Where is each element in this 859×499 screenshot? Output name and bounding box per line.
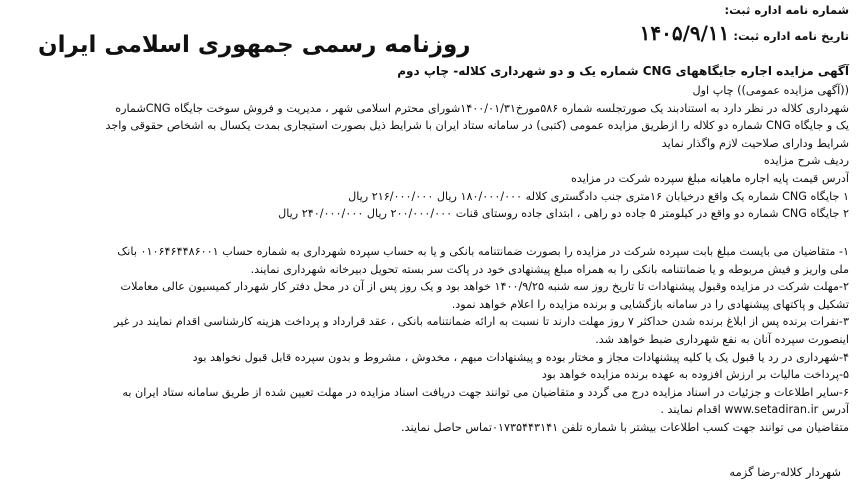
signature: شهردار کلاله-رضا گزمه: [729, 465, 841, 479]
intro-line: ردیف شرح مزایده: [763, 154, 849, 168]
terms-line: ۱- متقاضیان می بایست مبلغ بابت سپرده شرکت در مزایده را بصورت ضمانتنامه بانکی و یا به حساب سپرده شهرداری به شماره حساب ۰۱۰۶۴۶۴۴۸۶۰۰۱ بانک: [117, 245, 849, 258]
notice-terms: [10, 243, 849, 437]
intro-line: یک و جایگاه CNG شماره دو کلاله را ازطریق مزایده عمومی (کتبی) در سامانه ستاد ایران با شرایط ذیل بصورت استیجاری بمدت یکسال به اشخاص حقوقی واجد: [105, 119, 849, 133]
registration-date-label: تاریخ نامه اداره ثبت:: [733, 29, 849, 43]
terms-line: ۶-سایر اطلاعات و جزئیات در اسناد مزایده درج می گردد و متقاضیان می توانند جهت دریافت اسناد مزایده در مهلت تعیین شده از طریق سامانه ستاد ایران به: [122, 385, 849, 399]
terms-line: تشکیل و پاکتهای پیشنهادی را در سامانه بازگشایی و برنده مزایده را اعلام خواهد نمود.: [451, 297, 849, 311]
terms-line: اینصورت سپرده آنان به نفع شهرداری ضبط خواهد شد.: [595, 332, 849, 346]
intro-line: شهرداری کلاله در نظر دارد به استنادبند یک صورتجلسه شماره ۵۸۶مورخ۱۴۰۰/۰۱/۳۱شورای محترم اسلامی شهر ، مدیریت و فروش سوخت جایگاه CNGشماره: [115, 101, 849, 115]
registration-date-row: [640, 21, 849, 45]
terms-line: ۵-پرداخت مالیات بر ارزش افزوده به عهده برنده مزایده خواهد بود: [541, 368, 849, 382]
notice-intro: [10, 82, 849, 223]
gazette-title: روزنامه رسمی جمهوری اسلامی ایران: [38, 32, 471, 58]
terms-line: متقاضیان می توانند جهت کسب اطلاعات بیشتر با شماره تلفن ۰۱۷۳۵۴۴۳۱۴۱تماس حاصل نمایند.: [401, 420, 849, 434]
notice-heading: آگهی مزایده اجاره جایگاههای CNG شماره یک و دو شهرداری کلاله- چاپ دوم: [397, 64, 849, 78]
intro-line: ۲ جایگاه CNG شماره دو واقع در کیلومتر ۵ جاده دو راهی ، ابتدای جاده روستای قنات ۲۰۰/۰۰۰/۰۰۰ ریال ۲۴۰/۰۰۰/۰۰۰ ریال: [278, 207, 849, 221]
terms-line: ۴-شهرداری در رد یا قبول یک یا کلیه پیشنهادات مجاز و مختار بوده و پیشنهادات مبهم ، مخدوش ، مشروط و بدون سپرده قابل قبول نخواهد بود: [192, 350, 849, 364]
intro-line: شرایط ودارای صلاحیت لازم واگذار نماید: [661, 136, 849, 150]
registration-date-value: ۱۴۰۵/۹/۱۱: [639, 21, 730, 45]
intro-line: آدرس قیمت پایه اجاره ماهیانه مبلغ سپرده شرکت در مزایده: [570, 171, 849, 185]
terms-line: آدرس www.setadiran.ir اقدام نمایند .: [660, 403, 849, 417]
intro-line: ۱ جایگاه CNG شماره یک واقع درخیابان ۱۶متری جنب دادگستری کلاله ۱۸۰/۰۰۰/۰۰۰ ریال ۲۱۶/۰۰۰/۰۰۰ ریال: [348, 189, 849, 203]
terms-line: ۳-نفرات برنده پس از ابلاغ برنده شدن حداکثر ۷ روز مهلت دارند تا نسبت به ارائه ضمانتنامه بانکی ، عقد قرارداد و پرداخت هزینه کارشناسی اقدام نمایند در غیر: [114, 315, 849, 329]
terms-line: ملی واریز و فیش مربوطه و یا ضمانتنامه بانکی را به همراه مبلغ پیشنهادی خود در پاکت سر بسته تحویل دبیرخانه شهرداری نمایند.: [250, 262, 849, 276]
terms-line: ۲-مهلت شرکت در مزایده وقبول پیشنهادات تا تاریخ روز سه شنبه ۱۴۰۰/۹/۲۵ خواهد بود و یک روز پس از آن در محل دفتر کار شهردار کمیسیون عالی معاملات: [120, 280, 849, 294]
registration-number-label: شماره نامه اداره ثبت:: [724, 3, 849, 17]
intro-line: ((آگهی مزایده عمومی)) چاپ اول: [692, 84, 849, 97]
